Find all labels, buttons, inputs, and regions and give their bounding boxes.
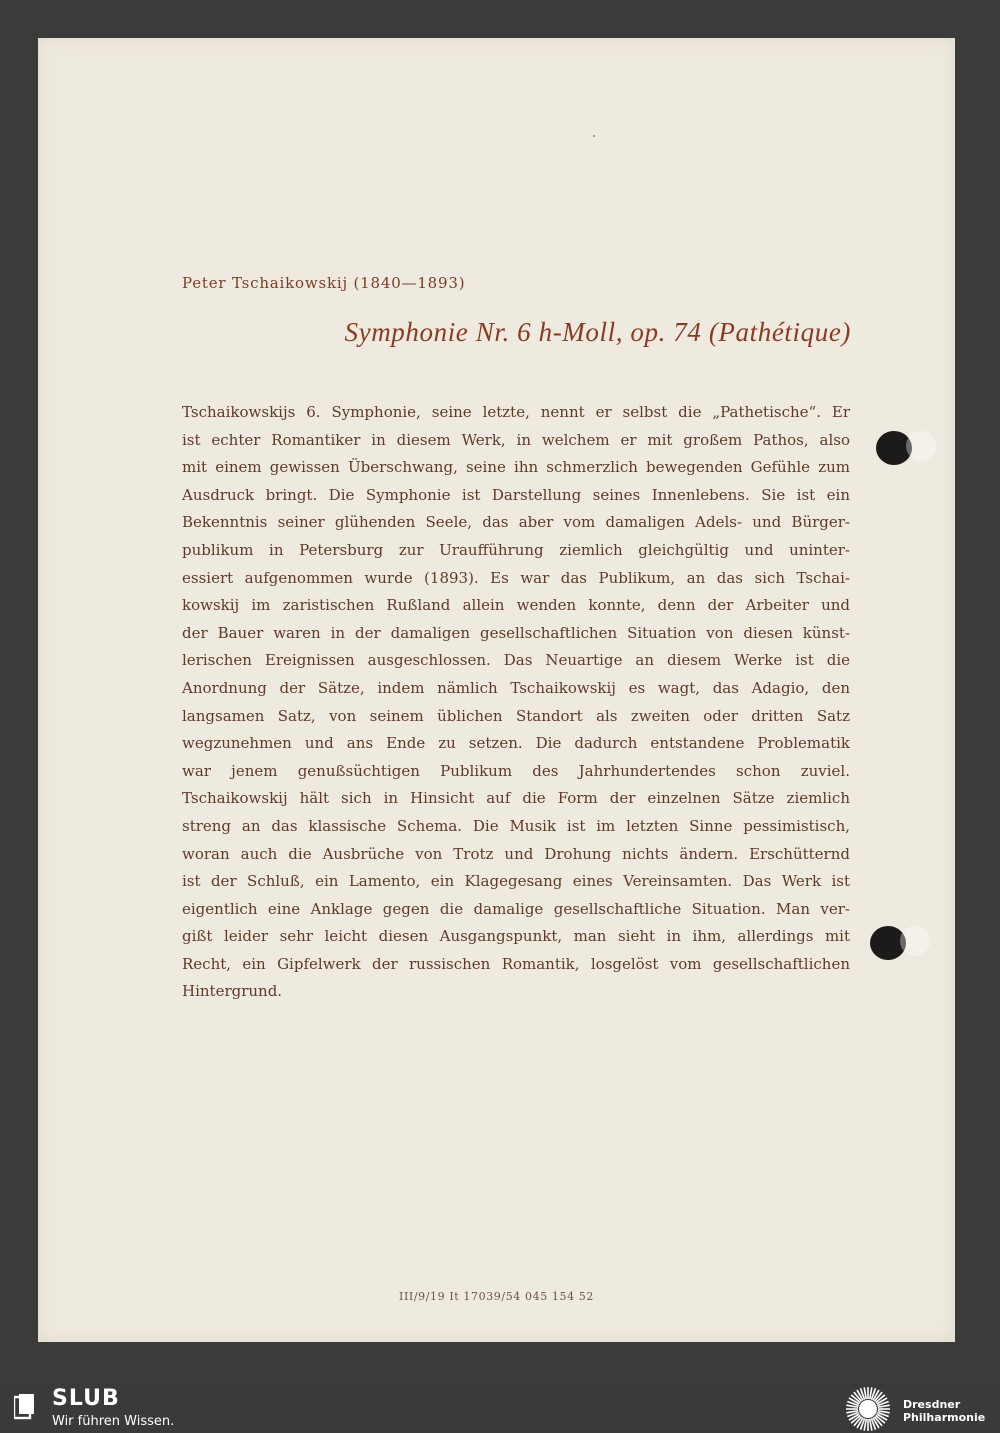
print-code: III/9/19 It 17039/54 045 154 52 bbox=[399, 1290, 594, 1303]
philharmonie-name bbox=[903, 1398, 985, 1424]
viewer-footer-bar bbox=[0, 1384, 1000, 1433]
philharmonie-logo-icon bbox=[842, 1385, 894, 1433]
slub-name: SLUB bbox=[52, 1386, 120, 1411]
body-line: woran auch die Ausbrüche von Trotz und Drohung nichts ändern. Erschütternd bbox=[182, 844, 850, 863]
body-line: Bekenntnis seiner glühenden Seele, das aber vom damaligen Adels- und Bürger- bbox=[182, 513, 850, 532]
body-line: eigentlich eine Anklage gegen die damalige gesellschaftliche Situation. Man ver- bbox=[182, 899, 850, 918]
body-line: Ausdruck bringt. Die Symphonie ist Darstellung seines Innenlebens. Sie ist ein bbox=[182, 485, 850, 504]
body-line: langsamen Satz, von seinem üblichen Standort als zweiten oder dritten Satz bbox=[182, 706, 850, 725]
body-line: streng an das klassische Schema. Die Musik ist im letzten Sinne pessimistisch, bbox=[182, 816, 850, 835]
body-line: der Bauer waren in der damaligen gesellschaftlichen Situation von diesen künst- bbox=[182, 623, 850, 642]
body-line: Recht, ein Gipfelwerk der russischen Romantik, losgelöst vom gesellschaftlichen bbox=[182, 954, 850, 973]
body-line: ist echter Romantiker in diesem Werk, in welchem er mit großem Pathos, also bbox=[182, 430, 850, 449]
body-line: mit einem gewissen Überschwang, seine ihn schmerzlich bewegenden Gefühle zum bbox=[182, 458, 850, 477]
body-line: publikum in Petersburg zur Uraufführung ziemlich gleichgültig und uninter- bbox=[182, 540, 850, 559]
body-line: ist der Schluß, ein Lamento, ein Klagegesang eines Vereinsamten. Das Werk ist bbox=[182, 872, 850, 891]
body-line: lerischen Ereignissen ausgeschlossen. Das Neuartige an diesem Werke ist die bbox=[182, 651, 850, 670]
body-line: wegzunehmen und ans Ende zu setzen. Die dadurch entstandene Problematik bbox=[182, 734, 850, 753]
body-line: Anordnung der Sätze, indem nämlich Tschaikowskij es wagt, das Adagio, den bbox=[182, 678, 850, 697]
philharmonie-name-line1: Dresdner bbox=[903, 1398, 961, 1411]
body-line: kowskij im zaristischen Rußland allein wenden konnte, denn der Arbeiter und bbox=[182, 596, 850, 615]
slub-logo-icon bbox=[14, 1394, 36, 1420]
body-line: Hintergrund. bbox=[182, 982, 283, 1001]
philharmonie-name-line2: Philharmonie bbox=[903, 1411, 986, 1424]
document-page bbox=[38, 38, 955, 1342]
body-line: war jenem genußsüchtigen Publikum des Jahrhundertendes schon zuviel. bbox=[182, 761, 850, 780]
slub-tagline: Wir führen Wissen. bbox=[52, 1414, 175, 1429]
composer-line: Peter Tschaikowskij (1840—1893) bbox=[182, 274, 466, 292]
body-text bbox=[182, 399, 850, 1006]
punch-hole-bottom bbox=[870, 926, 906, 960]
body-line: Tschaikowskij hält sich in Hinsicht auf die Form der einzelnen Sätze ziemlich bbox=[182, 789, 850, 808]
paper-speck bbox=[593, 135, 595, 137]
page-title: Symphonie Nr. 6 h-Moll, op. 74 (Pathétique) bbox=[344, 317, 851, 347]
body-line: gißt leider sehr leicht diesen Ausgangspunkt, man sieht in ihm, allerdings mit bbox=[182, 927, 850, 946]
body-line: essiert aufgenommen wurde (1893). Es war das Publikum, an das sich Tschai- bbox=[182, 568, 850, 587]
body-line: Tschaikowskijs 6. Symphonie, seine letzte, nennt er selbst die „Pathetische“. Er bbox=[182, 403, 850, 421]
punch-hole-top bbox=[876, 431, 912, 465]
